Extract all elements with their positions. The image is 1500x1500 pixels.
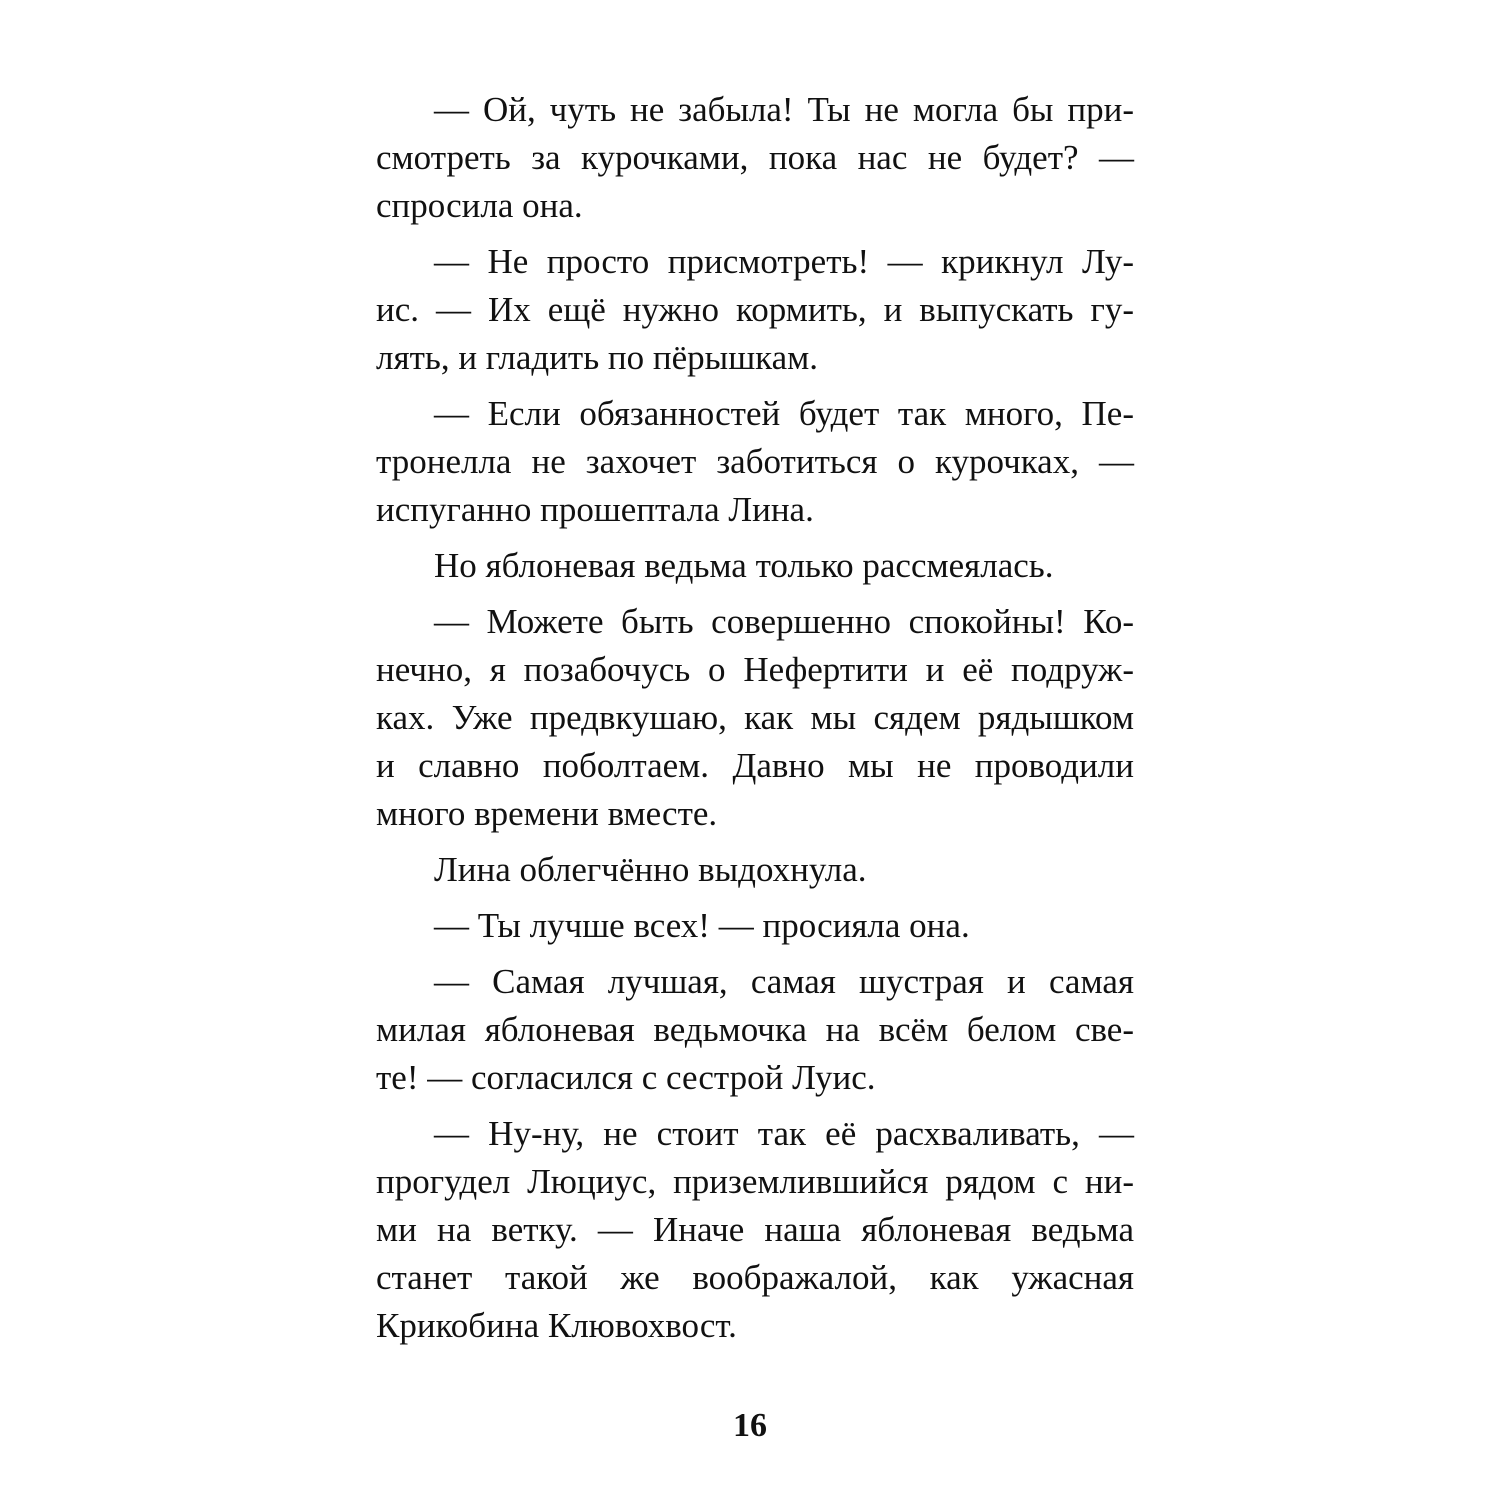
text-line: Но яблоневая ведьма только рассмеялась.: [434, 546, 1054, 585]
text-line: ках. Уже предвкушаю, как мы сядем рядышком: [376, 698, 1134, 737]
text-line: много времени вместе.: [376, 794, 718, 833]
text-line: Крикобина Клювохвост.: [376, 1306, 737, 1345]
text-line: ми на ветку. — Иначе наша яблоневая ведьма: [376, 1210, 1134, 1249]
paragraph: [376, 1110, 1134, 1350]
text-line: — Не просто присмотреть! — крикнул Лу-: [434, 242, 1134, 281]
paragraph: [376, 902, 1134, 950]
paragraph: [376, 390, 1134, 534]
text-line: спросила она.: [376, 186, 583, 225]
text-line: тронелла не захочет заботиться о курочках, —: [376, 442, 1134, 481]
paragraph: [376, 598, 1134, 838]
text-line: — Ты лучше всех! — просияла она.: [434, 906, 970, 945]
paragraph: [376, 958, 1134, 1102]
text-line: ис. — Их ещё нужно кормить, и выпускать гу-: [376, 290, 1134, 329]
text-line: те! — согласился с сестрой Луис.: [376, 1058, 876, 1097]
text-line: — Если обязанностей будет так много, Пе-: [434, 394, 1134, 433]
paragraph: [376, 846, 1134, 894]
text-line: — Самая лучшая, самая шустрая и самая: [434, 962, 1134, 1001]
text-line: смотреть за курочками, пока нас не будет? —: [376, 138, 1134, 177]
text-line: лять, и гладить по пёрышкам.: [376, 338, 819, 377]
text-line: и славно поболтаем. Давно мы не проводили: [376, 746, 1134, 785]
paragraph: [376, 86, 1134, 230]
text-line: — Ой, чуть не забыла! Ты не могла бы при-: [434, 90, 1134, 129]
text-line: — Ну-ну, не стоит так её расхваливать, —: [434, 1114, 1134, 1153]
text-line: прогудел Люциус, приземлившийся рядом с ни-: [376, 1162, 1134, 1201]
text-line: милая яблоневая ведьмочка на всём белом све-: [376, 1010, 1134, 1049]
text-line: Лина облегчённо выдохнула.: [434, 850, 867, 889]
text-line: станет такой же воображалой, как ужасная: [376, 1258, 1134, 1297]
page-number: 16: [733, 1407, 767, 1444]
paragraph: [376, 542, 1134, 590]
text-line: нечно, я позабочусь о Нефертити и её подруж-: [376, 650, 1134, 689]
paragraph: [376, 238, 1134, 382]
text-line: испуганно прошептала Лина.: [376, 490, 814, 529]
text-line: — Можете быть совершенно спокойны! Ко-: [434, 602, 1134, 641]
body-text: [376, 86, 1134, 1358]
